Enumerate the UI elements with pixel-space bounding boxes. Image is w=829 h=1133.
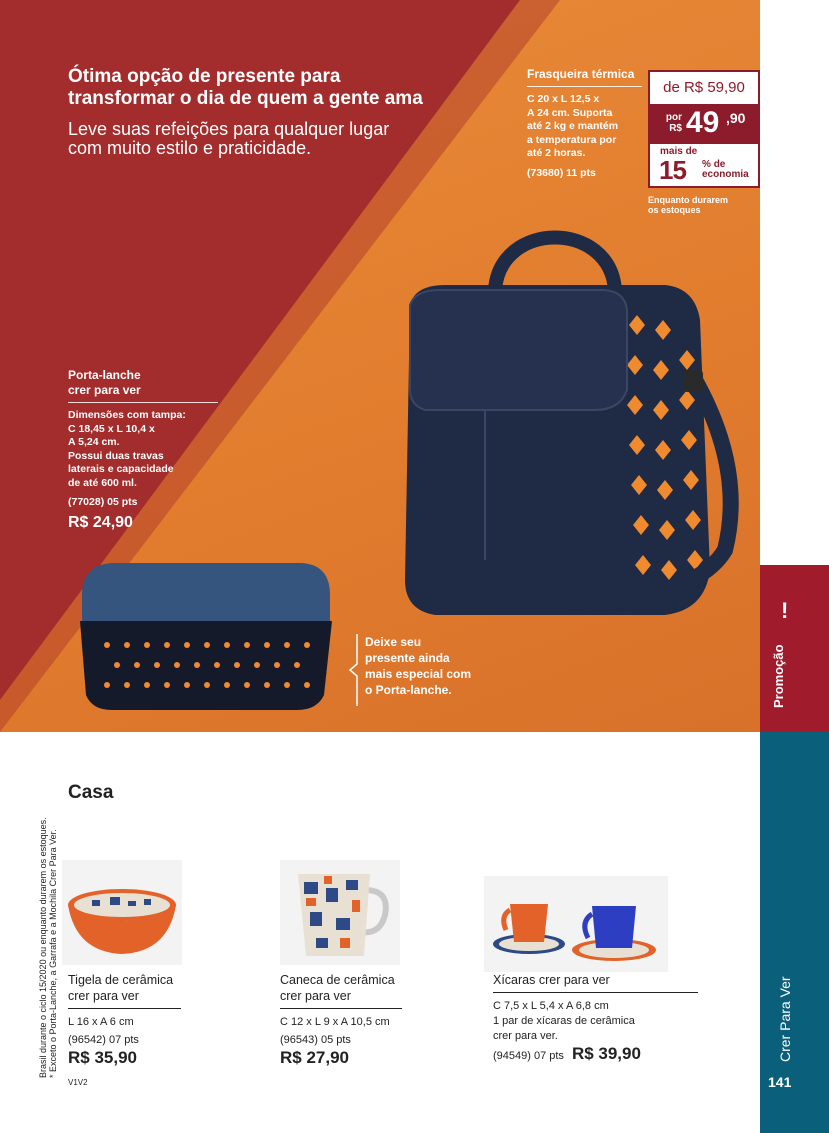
product-price: R$ 27,90 [280,1048,349,1067]
headline-line-2: transformar o dia de quem a gente ama [68,88,423,109]
porta-lanche-code: (77028) 05 pts [68,496,138,508]
porta-lanche-line: A 5,24 cm. [68,436,120,448]
frasqueira-line: C 20 x L 12,5 x [527,93,600,105]
product-dims: L 16 x A 6 cm [68,1016,134,1028]
headline-line-1: Ótima opção de presente para [68,66,341,87]
discount-economia [702,160,749,180]
bowl-image [62,860,182,965]
hero-subheadline [68,120,488,158]
exclamation-icon: ! [781,598,789,623]
percent-sign: % [702,159,711,170]
frasqueira-line: a temperatura por [527,133,617,146]
frasqueira-spec [527,67,642,180]
product-title: crer para ver [280,989,351,1003]
legal-note-line-2: * Exceto o Porta-Lanche, a Garrafa e a Mochila Crer Para Ver. [48,829,58,1078]
frasqueira-title: Frasqueira térmica [527,67,635,81]
old-price: de R$ 59,90 [650,72,758,104]
legal-note-line-1: Brasil durante o ciclo 15/2020 ou enquanto durarem os estoques. [38,817,48,1078]
crer-para-ver-tab[interactable] [760,732,829,1133]
product-desc: 1 par de xícaras de cerâmica [493,1015,635,1027]
economia-label: economia [702,169,749,180]
product-price: R$ 39,90 [571,1044,641,1063]
porta-lanche-line: de até 600 ml. [68,476,137,489]
product-bowl [68,972,181,1066]
subhead-line-1: Leve suas refeições para qualquer lugar [68,119,390,139]
callout-bracket [347,634,359,706]
subhead-line-2: com muito estilo e praticidade. [68,138,312,158]
price-box [648,70,760,188]
porta-lanche-line: Dimensões com tampa: [68,409,186,421]
lunchbox-image [62,555,342,715]
product-cups [493,972,698,1064]
divider [527,86,642,87]
frasqueira-line: A 24 cm. Suporta [527,106,613,119]
currency-label: R$ [669,123,682,134]
frasqueira-line: até 2 kg e mantém [527,120,619,132]
frasqueira-line: até 2 horas. [527,147,586,159]
crer-para-ver-label: Crer Para Ver [777,976,793,1062]
price-decimal: ,90 [726,110,746,126]
product-code: (96542) 07 pts [68,1034,139,1046]
promo-tab-label: Promoção [771,644,786,708]
stock-note [648,195,758,215]
product-mug [280,972,402,1066]
discount-percent: 15 [659,155,686,185]
price-prefix [662,112,682,134]
product-code-price-row [493,1044,698,1064]
divider [280,1008,402,1009]
porta-lanche-title-2: crer para ver [68,383,141,397]
callout-line: presente ainda [365,651,450,665]
version-code: V1V2 [68,1078,88,1087]
callout-line: mais especial com [365,667,472,681]
porta-lanche-spec [68,368,218,529]
product-dims: C 7,5 x L 5,4 x A 6,8 cm [493,1000,609,1012]
product-desc: crer para ver. [493,1030,558,1042]
hero-headline [68,66,508,110]
product-code: (94549) 07 pts [493,1050,564,1062]
porta-lanche-price: R$ 24,90 [68,513,133,531]
porta-lanche-line: Possui duas travas [68,449,164,462]
porta-lanche-line: C 18,45 x L 10,4 x [68,422,155,435]
discount-mais-de: mais de [660,146,698,157]
product-price: R$ 35,90 [68,1048,137,1067]
callout-line: Deixe seu [365,635,422,649]
product-code: (96543) 05 pts [280,1034,351,1046]
divider [68,1008,181,1009]
callout-text [365,634,495,698]
price-integer: 49 [686,106,720,139]
por-label: por [665,112,682,123]
frasqueira-code: (73680) 11 pts [527,166,596,179]
product-title: crer para ver [68,989,139,1003]
new-price [650,104,758,144]
porta-lanche-title-1: Porta-lanche [68,368,141,382]
product-title: Tigela de cerâmica [68,973,174,987]
divider [68,402,218,403]
stock-note-line-2: os estoques [648,205,701,215]
page-number: 141 [768,1074,792,1090]
mug-image [280,860,400,965]
stock-note-line-1: Enquanto durarem [648,195,729,205]
section-title: Casa [68,782,114,803]
porta-lanche-line: laterais e capacidade [68,463,174,475]
product-title: Caneca de cerâmica [280,973,395,987]
thermal-bag-image [365,210,755,630]
cups-image [484,876,668,972]
product-title: Xícaras crer para ver [493,973,610,987]
callout-line: o Porta-lanche. [365,683,452,697]
legal-note [38,758,58,1078]
product-dims: C 12 x L 9 x A 10,5 cm [280,1016,390,1028]
discount-badge [650,144,758,186]
divider [493,992,698,993]
de-label: de [713,159,726,170]
